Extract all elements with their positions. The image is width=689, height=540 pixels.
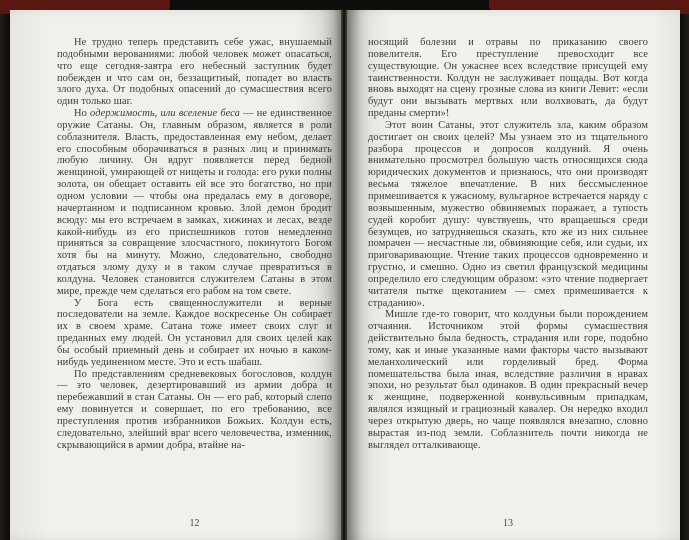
page-left [10, 10, 341, 540]
book-cover-edge-left [0, 0, 10, 540]
paragraph: По представлениям средневековых богословов, колдун — это человек, дезертировавший из армии добра и перебежавший в стан Сатаны. Он — его раб, который слепо ему повинуется и совершает, по его требованию, все преступления против избранников Божьих. Колдун есть, следовательно, злейший враг всего человечества, изменник, скрывающийся в армии добра, втайне на- [57, 368, 332, 451]
paragraph: Этот воин Сатаны, этот служитель зла, каким образом достигает он своих целей? Мы узнаем это из тщательного разбора процессов и допросов колдуний. Я очень внимательно просмотрел большую часть относящихся сюда юридических документов и признаюсь, что они производят весьма тяжелое впечатление. В них бессмысленное примешивается к ужасному, вульгарное встречается наряду с возвышенным, мужество обвиняемых поражает, а тупость судей коробит душу: чувствуешь, что вращаешься среди безумцев, но затрудняешься сказать, кто же из них сильнее помрачен — несчастные ли, обвиняющие себя, или судьи, их приговаривающие. Чтение таких процессов одновременно и грустно, и смешно. Одно из светил французской медицины определило его следующим образом: «это чтение подвергает читателя пытке щекотанием — смех примешивается к страданию». [368, 119, 648, 309]
page-left-text-block [57, 37, 332, 452]
page-right-text-block [368, 37, 648, 452]
paragraph-emphasis: одержимость, или вселение беса [90, 108, 240, 120]
paragraph-continuation: носящий болезни и отравы по приказанию своего повелителя. Его преступление превосходит все существующие. Он ужаснее всех вследствие присущей ему таинственности. Колдун не заслуживает пощады. Вот когда вновь выходят на сцену грозные слова из книги Левит: «если будут они вызывать мертвых или волхвовать, да будут преданы смерти»! [368, 37, 648, 120]
paragraph-segment: — не единственное оружие Сатаны. Он, главным образом, является в роли соблазнителя. Власть, предоставленная ему небом, делает его способным оборачиваться в разных лиц и принимать любую личину. Он вдруг появляется перед бедной женщиной, умирающей от нищеты и голода: его руки полны золота, он обещает оставить ей все это богатство, но при одном условии — чтобы она предалась ему в договоре, начертанном и подписанном кровью. Злой демон бродит всюду: мы его встречаем в замках, хижинах и лесах, везде какой-нибудь из его приспешников готов немедленно приняться за совращение злосчастного, покинутого Богом хотя бы на минуту. Можно, следовательно, свободно отдаться злому духу и в таком случае превратиться в колдуна. Человек становится служителем Сатаны в этом мире, прежде чем сделаться его рабом на том свете. [57, 108, 332, 297]
book-cover-edge-right [679, 0, 689, 540]
page-right [347, 10, 680, 540]
paragraph-segment: Но [74, 108, 91, 120]
paragraph: Не трудно теперь представить себе ужас, внушаемый подобными верованиями: любой человек может опасаться, что еще сегодня-завтра его небесный заступник будет побежден и что сам он, беззащитный, попадет во власть злого духа. От подобных опасений до сумасшествия всего один только шаг. [57, 37, 332, 108]
page-number-right: 13 [503, 518, 513, 529]
paragraph [57, 108, 332, 298]
paragraph: Мишле где-то говорит, что колдуньи были порождением отчаяния. Источником этой формы сумасшествия действительно была бедность, страдания или горе, подобно тому, как и иные указанные нами факторы часто вызывают меланхолический или горделивый бред. Форма помешательства была иная, вследствие различия в нравах эпохи, но результат был одинаков. В один прекрасный вечер к женщине, подверженной конвульсивным припадкам, являлся изящный и грациозный кавалер. Он нередко входил через открытую дверь, но чаще появлялся внезапно, словно вырастая из-под земли. Соблазнитель почти никогда не выглядел отталкивающе. [368, 309, 648, 451]
page-number-left: 12 [189, 518, 200, 529]
paragraph: У Бога есть священнослужители и верные последователи на земле. Каждое воскресенье Он собирает их в своем храме. Сатана тоже имеет своих слуг и преданных ему людей. Он установил для своих целей как бы особый приемный день и собирает их ночью в каком-нибудь уединенном месте. Это и есть шабаш. [57, 297, 332, 368]
